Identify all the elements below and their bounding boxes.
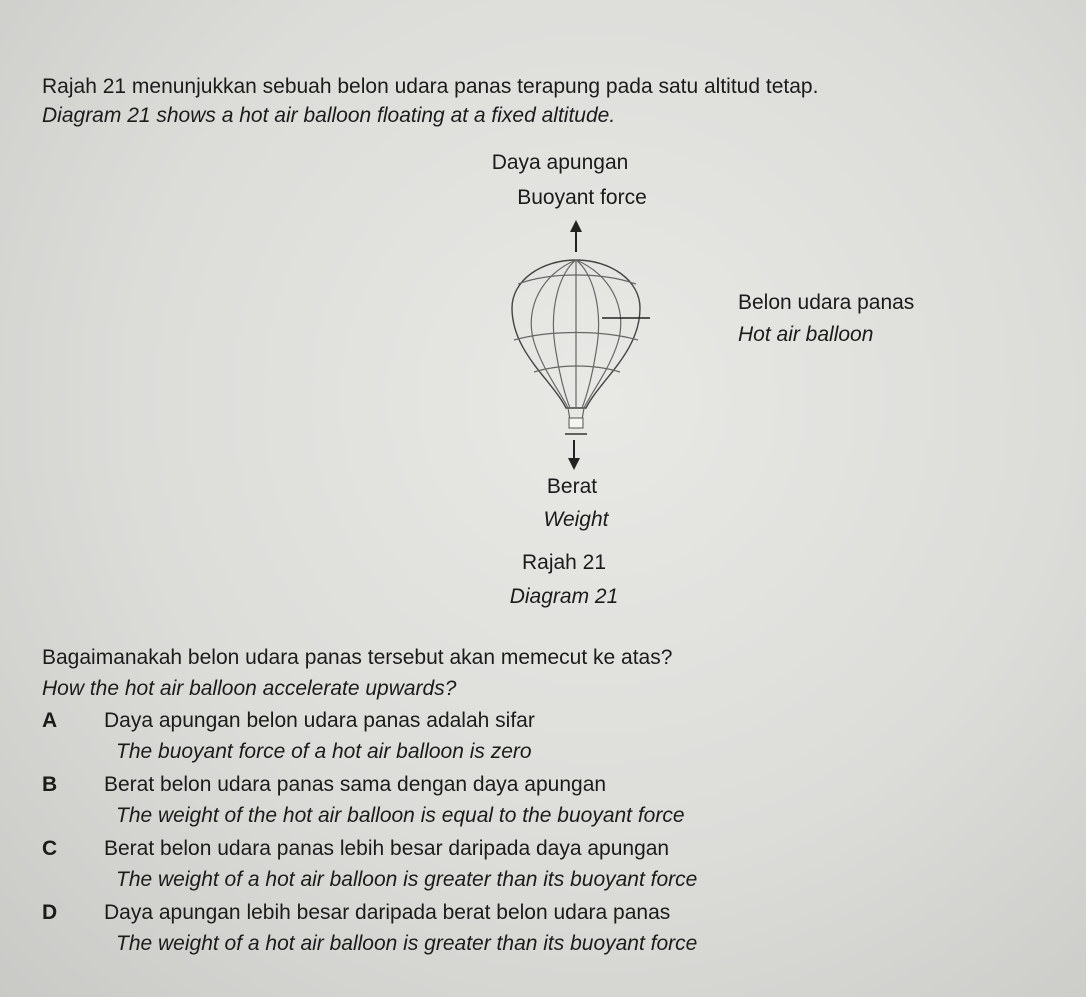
buoyant-force-arrow <box>570 220 582 252</box>
balloon-envelope <box>512 260 640 420</box>
option-letter: A <box>42 709 58 732</box>
intro-english: Diagram 21 shows a hot air balloon floating at a fixed altitude. <box>42 104 616 127</box>
balloon-label-english: Hot air balloon <box>738 323 874 346</box>
balloon-basket <box>565 418 587 434</box>
option-text-malay: Berat belon udara panas sama dengan daya apungan <box>104 773 607 796</box>
option-text-english: The weight of a hot air balloon is greater than its buoyant force <box>116 932 698 955</box>
option-text-malay: Berat belon udara panas lebih besar daripada daya apungan <box>104 837 670 860</box>
question-english: How the hot air balloon accelerate upwards? <box>42 677 457 700</box>
option-text-malay: Daya apungan belon udara panas adalah sifar <box>104 709 535 732</box>
balloon-label-malay: Belon udara panas <box>738 291 915 314</box>
buoyant-force-label-english: Buoyant force <box>517 186 647 209</box>
option-text-english: The buoyant force of a hot air balloon is zero <box>116 740 532 763</box>
hot-air-balloon-diagram <box>490 212 650 474</box>
weight-label-english: Weight <box>543 508 609 531</box>
option-letter: D <box>42 901 58 924</box>
option-text-malay: Daya apungan lebih besar daripada berat belon udara panas <box>104 901 671 924</box>
option-letter: B <box>42 773 58 796</box>
diagram-caption-malay: Rajah 21 <box>521 551 607 574</box>
buoyant-force-label-malay: Daya apungan <box>491 151 629 174</box>
weight-label-malay: Berat <box>546 475 598 498</box>
question-malay: Bagaimanakah belon udara panas tersebut akan memecut ke atas? <box>42 646 673 669</box>
intro-malay: Rajah 21 menunjukkan sebuah belon udara panas terapung pada satu altitud tetap. <box>42 75 819 98</box>
diagram-caption-english: Diagram 21 <box>509 585 619 608</box>
option-text-english: The weight of a hot air balloon is greater than its buoyant force <box>116 868 698 891</box>
option-text-english: The weight of the hot air balloon is equal to the buoyant force <box>116 804 685 827</box>
weight-arrow <box>568 440 580 470</box>
option-letter: C <box>42 837 58 860</box>
